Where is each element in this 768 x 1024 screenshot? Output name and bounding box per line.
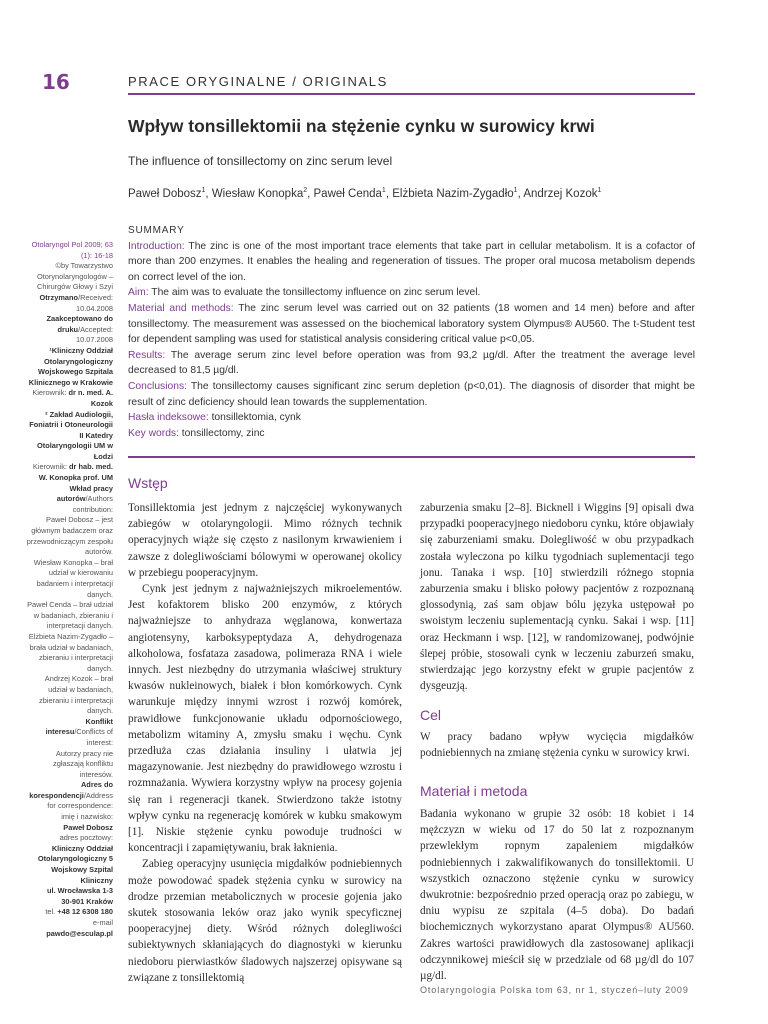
received-label: Otrzymano (39, 292, 79, 302)
keywords-en (128, 426, 695, 442)
abstract-text: tonsillectomy, zinc (178, 427, 265, 439)
email (26, 918, 113, 939)
author-affiliation: 1 (381, 187, 386, 194)
body-paragraph: zaburzenia smaku [2–8]. Bicknell i Wiggins [9] opisali dwa przypadki pooperacyjnego niedoboru cynku, które objawiały się zaburzeniami smaku. Dolegliwość w obu przypadkach została wyleczona po kilku tygodniach suplementacji tego jonu. Tanaka i wsp. [10] stwierdzili różnego stopnia zaburzenia smaku i blisko połowy pacjentów z rozpoznaną glossodynią, zaś sam objaw bólu języka ustępował po swoistym leczeniu suplementacją cynku. Sakai i wsp. [11] oraz Heckmann i wsp. [12], w randomizowanej, podwójnie ślepej próbie, stosowali cynk w leczeniu zaburzeń smaku, stwierdzając jego korzystny efekt w grupie pacjentów z dysgeuzją. (420, 502, 694, 693)
author-affiliation: 1 (513, 187, 518, 194)
abstract-text: The zinc serum level was carried out on 32 patients (18 women and 14 men) before and after tonsillectomy. The measurement was assessed on the biochemical laboratory system Olympus® AU560. The t-Student test for dependent sampling was used for statistical analysis considering critical value p<0,05. (128, 302, 695, 346)
abstract-text: The zinc is one of the most important trace elements that take part in cellular metabolism. It is a cofactor of more than 200 enzymes. It enables the healing and regeneration of tissues. The proper oral mucosa metabolism depends on correct level of the ion. (128, 240, 695, 283)
abstract-conclusions (128, 379, 695, 410)
article-title: Wpływ tonsillektomii na stężenie cynku w surowicy krwi (128, 116, 595, 136)
abstract-label: Conclusions: (128, 380, 187, 392)
section-heading-cel: Cel (420, 707, 442, 723)
affiliation-name: ¹Kliniczny Oddział Otolaryngologiczny Wojskowego Szpitala Klinicznego w Krakowie (28, 345, 113, 387)
abstract-text: The aim was to evaluate the tonsillectomy influence on zinc serum level. (148, 287, 481, 299)
email-address: pawdo@esculap.pl (46, 928, 113, 938)
abstract-text: The tonsillectomy causes significant zinc serum depletion (p<0,01). The diagnosis of disorder that might be result of zinc deficiency should lean towards the supplementation. (128, 380, 695, 408)
conflict-label: Konflikt interesu (45, 716, 113, 737)
abstract-aim (128, 285, 695, 301)
abstract-label: Introduction: (128, 240, 185, 252)
author-separator: , (205, 187, 212, 200)
contribution-item: Wiesław Konopka – brał udział w kierowaniu badaniem i interpretacji danych. (33, 557, 113, 599)
contribution-item: Paweł Cenda – brał udział w badaniach, zbieraniu i interpretacji danych. (27, 600, 113, 631)
address-label-en: /Address for correspondence: (47, 790, 113, 811)
body-paragraph: Zabieg operacyjny usunięcia migdałków podniebiennych może powodować spadek stężenia cynku w surowicy na drodze przemian metabolicznych w procesie gojenia jako skutek stosowania leków oraz jako wynik specyficznej pooperacyjnej diety. Wśród różnych dolegliwości subiektywnych skłaniających do diagnostyki w kierunku niedoboru pierwiastków śladowych najszerzej opisywane są związane z tonsillektomią (128, 858, 402, 984)
contribution-item: Paweł Dobosz – jest głównym badaczem oraz przewodniczącym zespołu autorów. (26, 515, 113, 557)
author-separator: , (517, 187, 524, 200)
author-list (128, 187, 601, 200)
body-column-left (128, 500, 402, 986)
affiliation-1 (26, 346, 113, 388)
address-heading (26, 780, 113, 812)
abstract-text: tonsillektomia, cynk (208, 412, 301, 424)
email-label: e-mail (92, 918, 113, 927)
contribution-item: Andrzej Kozok – brał udział w badaniach, zbieraniu i interpretacji danych. (39, 674, 113, 716)
abstract-label: Key words: (128, 427, 179, 439)
head-label: Kierownik: (32, 388, 69, 398)
head-name: dr hab. med. W. Konopka prof. UM (38, 462, 113, 483)
abstract-methods (128, 301, 695, 348)
copyright-note: ©by Towarzystwo Otorynolaryngologów – Chirurgów Głowy i Szyi (36, 261, 113, 292)
phone (26, 907, 113, 918)
body-paragraph: W pracy badano wpływ wycięcia migdałków podniebiennych na zmianę stężenia cynku w surowicy krwi. (420, 731, 694, 760)
address-name-label: imię i nazwisko: (61, 812, 113, 822)
conflict-heading (26, 717, 113, 749)
address-line-value: Kliniczny Oddział Otolaryngologiczny 5 Wojskowy Szpital Kliniczny (37, 843, 113, 885)
section-heading: PRACE ORYGINALNE / ORIGINALS (128, 74, 388, 89)
address-name (26, 823, 113, 834)
author-name: Paweł Dobosz (128, 187, 202, 200)
address-line-value: 30-901 Kraków (61, 896, 113, 906)
conflict-label-en: /Conflicts of interest: (74, 727, 113, 747)
author-separator: , (307, 187, 314, 200)
page-number: 16 (42, 70, 70, 94)
accepted-value: /Accepted: 10.07.2008 (76, 324, 113, 345)
author-name: Andrzej Kozok (523, 187, 598, 200)
author-affiliation: 1 (597, 187, 602, 194)
accepted-label: Zaakceptowano do druku (46, 314, 113, 334)
abstract-label: Aim: (128, 287, 149, 299)
affiliation-1-head (26, 388, 113, 409)
abstract-label: Hasła indeksowe: (128, 412, 209, 424)
received-value: /Received: 10.04.2008 (76, 292, 113, 313)
journal-citation: Otolaryngol Pol 2009; 63 (1): 16-18 (31, 240, 113, 260)
phone-number: +48 12 6308 180 (57, 907, 113, 917)
address-line (26, 844, 113, 886)
body-column-right (420, 500, 694, 694)
head-label: Kierownik: (32, 462, 70, 472)
contribution-heading (26, 484, 113, 516)
author-name: Paweł Cenda (313, 187, 382, 200)
abstract-heading: SUMMARY (128, 225, 185, 236)
address-name-value: Paweł Dobosz (63, 822, 113, 832)
received-date (26, 293, 113, 314)
contribution-label: Wkład pracy autorów (56, 483, 113, 504)
article-subtitle: The influence of tonsillectomy on zinc serum level (128, 154, 393, 168)
affiliation-2-head (26, 462, 113, 483)
body-paragraph: Tonsillektomia jest jednym z najczęściej wykonywanych zabiegów w otolaryngologii. Mimo różnych technik operacyjnych wiąże się często z nasilonym krwawieniem i zawsze z dolegliwościami bólowymi w operowanej okolicy w przebiegu pooperacyjnym. (128, 502, 402, 579)
abstract-label: Results: (128, 349, 166, 361)
header-rule (128, 93, 695, 95)
body-paragraph: Cynk jest jednym z najważniejszych mikroelementów. Jest kofaktorem blisko 200 enzymów, z których najważniejsze to anhydraza węglanowa, konwertaza angiotensyny, karboksypeptydaza A, dehydrogenaza alkoholowa, fosfataza zasadowa, polimeraza RNA i wiele innych. Jest niezbędny do utrzymania właściwej struktury kwasów nukleinowych, białek i błon komórkowych. Cynk warunkuje między innymi wzrost i rozwój komórek, prawidłowe funkcjonowanie układu odpornościowego, metabolizm witaminy A, zmysłu smaku i węchu. Cynk przedłuża czas działania insuliny i ułatwia jej magazynowanie. Jest niezbędny do prawidłowego wzrostu i rozmnażania. Wywiera korzystny wpływ na procesy gojenia się ran i regeneracji tkanek. Stwierdzono także istotny wpływ cynku na regenerację komórek w kubku smakowym [1]. Niskie stężenie cynku powoduje trudności w koncentracji i zapamiętywaniu, brak łaknienia. (128, 583, 402, 855)
affiliation-name: ² Zakład Audiologii, Foniatrii i Otoneurologii II Katedry Otolaryngologii UM w Łodzi (29, 409, 113, 461)
address-postal-label: adres pocztowy: (59, 833, 113, 843)
metoda-paragraph-block (420, 806, 694, 984)
author-name: Elżbieta Nazim-Zygadło (392, 187, 514, 200)
sidebar-notes (26, 240, 113, 939)
abstract-rule (128, 456, 695, 458)
phone-label: tel. (45, 907, 58, 917)
abstract (128, 223, 695, 441)
abstract-text: The average serum zinc level before operation was from 93,2 µg/dl. After the treatment the average level decreased to 81,5 µg/dl. (128, 349, 695, 377)
abstract-introduction (128, 239, 695, 286)
head-name: dr n. med. A. Kozok (68, 388, 113, 408)
keywords-pl (128, 410, 695, 426)
affiliation-2 (26, 410, 113, 463)
contribution-label-en: /Authors contribution: (72, 494, 113, 514)
address-line (26, 886, 113, 897)
cel-paragraph-block (420, 729, 694, 761)
contribution-item: Elżbieta Nazim-Zygadło – brała udział w badaniach, zbieraniu i interpretacji danych. (28, 631, 113, 673)
conflict-text: Autorzy pracy nie zgłaszają konfliktu interesów. (53, 748, 113, 779)
accepted-date (26, 314, 113, 346)
author-affiliation: 1 (201, 187, 206, 194)
body-paragraph: Badania wykonano w grupie 32 osób: 18 kobiet i 14 mężczyzn w wieku od 17 do 50 lat z rozpoznanym przewlekłym ropnym zapaleniem migdałków podniebiennych i zakwalifikowanych do tonsillektomii. U wszystkich oznaczono stężenie cynku w surowicy dwukrotnie: bezpośrednio przed operacją oraz po zabiegu, w dniu wypisu ze szpitala (4–5 doba). Do badań biochemicznych wykorzystano aparat Olympus® AU560. Zakres wartości prawidłowych dla zastosowanej aplikacji odczynnikowej mieścił się w przedziale od 68 µg/dl do 107 µg/dl. (420, 808, 694, 983)
author-separator: , (385, 187, 393, 200)
address-line (26, 897, 113, 908)
author-affiliation: 2 (303, 187, 308, 194)
author-name: Wiesław Konopka (211, 187, 304, 200)
section-heading-wstep: Wstęp (128, 475, 168, 491)
page-footer: Otolaryngologia Polska tom 63, nr 1, styczeń–luty 2009 (420, 985, 689, 995)
address-label: Adres do korespondencji (29, 780, 113, 800)
section-heading-metoda: Materiał i metoda (420, 783, 528, 799)
abstract-results (128, 348, 695, 379)
abstract-label: Material and methods: (128, 302, 234, 314)
address-line-value: ul. Wrocławska 1-3 (47, 886, 113, 896)
